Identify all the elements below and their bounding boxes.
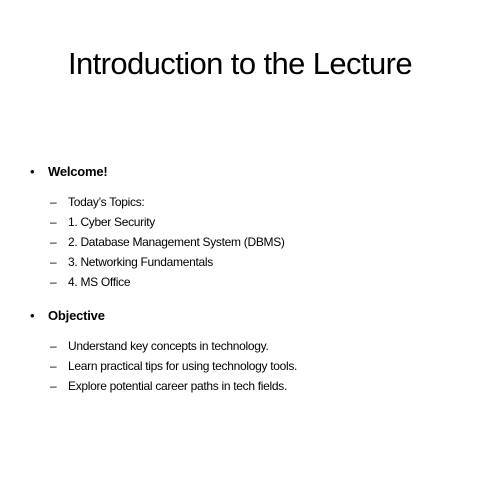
- list-item-text: Explore potential career paths in tech fields.: [68, 379, 287, 393]
- list-item: [28, 192, 458, 212]
- section-objective: [28, 302, 458, 396]
- section-header: [28, 302, 458, 330]
- dash-icon: –: [50, 339, 57, 353]
- dash-icon: –: [50, 255, 57, 269]
- section-welcome: [28, 158, 458, 292]
- list-item: [28, 272, 458, 292]
- list-item-text: 1. Cyber Security: [68, 215, 155, 229]
- dash-icon: –: [50, 359, 57, 373]
- list-item-text: 3. Networking Fundamentals: [68, 255, 213, 269]
- dash-icon: –: [50, 195, 57, 209]
- list-item-text: Understand key concepts in technology.: [68, 339, 269, 353]
- dash-icon: –: [50, 379, 57, 393]
- sub-list: [28, 192, 458, 292]
- bullet-icon: •: [30, 164, 35, 179]
- slide-title: Introduction to the Lecture: [68, 46, 412, 81]
- list-item-text: 2. Database Management System (DBMS): [68, 235, 285, 249]
- section-label: Objective: [48, 308, 105, 323]
- slide-content: [28, 158, 458, 406]
- list-item-text: 4. MS Office: [68, 275, 131, 289]
- section-header: [28, 158, 458, 186]
- list-item: [28, 252, 458, 272]
- dash-icon: –: [50, 235, 57, 249]
- list-item-text: Today’s Topics:: [68, 195, 145, 209]
- section-label: Welcome!: [48, 164, 108, 179]
- sub-list: [28, 336, 458, 396]
- dash-icon: –: [50, 275, 57, 289]
- bullet-icon: •: [30, 308, 35, 323]
- list-item: [28, 336, 458, 356]
- dash-icon: –: [50, 215, 57, 229]
- list-item-text: Learn practical tips for using technology tools.: [68, 359, 298, 373]
- list-item: [28, 212, 458, 232]
- list-item: [28, 356, 458, 376]
- list-item: [28, 376, 458, 396]
- list-item: [28, 232, 458, 252]
